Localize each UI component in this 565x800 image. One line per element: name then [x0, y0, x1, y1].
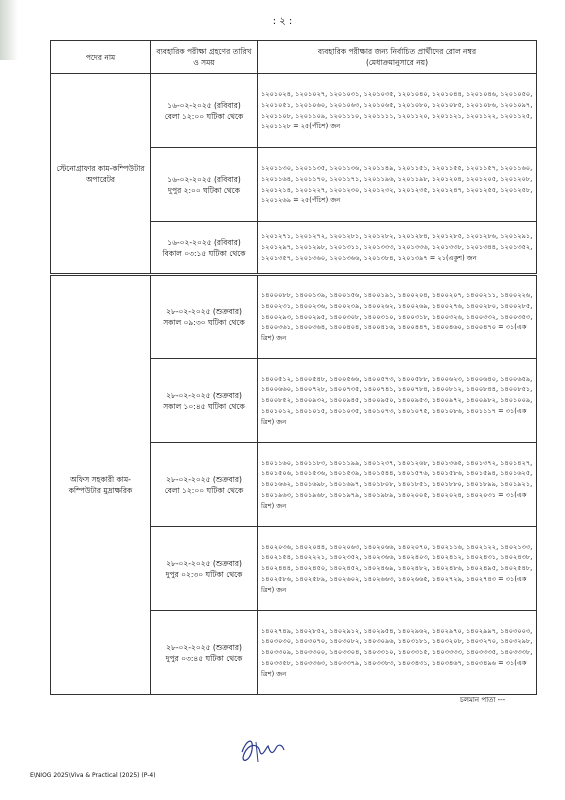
- datetime-cell: [151, 148, 258, 222]
- exam-date: ২৮-০২-২০২৫ (শুক্রবার): [166, 558, 242, 568]
- datetime-cell: [151, 222, 258, 275]
- exam-time: সকাল ০৯:৩০ ঘটিকা থেকে: [163, 318, 245, 327]
- exam-time: দুপুর ০৩:৪৫ ঘটিকা থেকে: [165, 653, 243, 663]
- roll-numbers: ১৪০০০৮৮, ১৪০০১৩৯, ১৪০০১৫৬, ১৪০০১৯১, ১৪০০২০৪, ১৪০০২০৭, ১৪০০২১১, ১৪০০২২৬, ১৪০০২৩১, ১৪০০২৩৬, ১৪০০২৩৯, ১৪০০২৬২, ১৪০০২৬৯, ১৪০০২৭৬, ১৪০০২৮০, ১৪০০২৮৫, ১৪০০২৯৩, ১৪০০২৯৫, ১৪০০৩০৮, ১৪০০৩১০, ১৪০০৩১৮, ১৪০০৩২৬, ১৪০০৩৩২, ১৪০০৩৫৩, ১৪০০৩৬১, ১৪০০৩৬৪, ১৪০০৪০৪, ১৪০০৪১৬, ১৪০০৪৪৭, ১৪০০৪৬০, ১৪০০৪৭০ = ৩১(একত্রিশ) জন: [258, 275, 537, 359]
- table-row: [51, 74, 537, 148]
- exam-time: বেলা ১২:০০ ঘটিকা থেকে: [164, 485, 244, 495]
- exam-date: ১৬-০২-২০২৫ (রবিবার): [167, 174, 241, 184]
- roll-numbers: ১৪০২০৩৬, ১৪০২০৪৪, ১৪০২০৬৩, ১৪০২০৬৬, ১৪০২০৭০, ১৪০২১১৬, ১৪০২১২২, ১৪০২১৩৩, ১৪০২১৫৪, ১৪০২২২১, ১৪০২৩৫২, ১৪০২৩৬৬, ১৪০২৪০৩, ১৪০২৪১২, ১৪০২৪৩১, ১৪০২৪৩৮, ১৪০২৪৪৪, ১৪০২৪৫০, ১৪০২৪৫২, ১৪০২৪৬৯, ১৪০২৪৮২, ১৪০২৪৮৬, ১৪০২৪৯৫, ১৪০২৫৪৮, ১৪০২৫৮৬, ১৪০২৫৮৯, ১৪০২৬০২, ১৪০২৬৬৩, ১৪০২৬৬৫, ১৪০২৭২৯, ১৪০২৭৪৩ = ৩১(একত্রিশ) জন: [258, 527, 537, 611]
- post-name-office-assistant: অফিস সহকারী কাম-কম্পিউটার মুদ্রাক্ষরিক: [51, 275, 151, 695]
- roll-numbers: ১২০১০২৪, ১২০১০২৭, ১২০১০৩১, ১২০১০৩৫, ১২০১০৪০, ১২০১০৪৪, ১২০১০৪৬, ১২০১০৫০, ১২০১০৫১, ১২০১০৬০, ১২০১০৬৩, ১২০১০৬৫, ১২০১০৮০, ১২০১০৮৫, ১২০১০৮৬, ১২০১০৯৭, ১২০১১০৮, ১২০১১০৯, ১২০১১১০, ১২০১১১১, ১২০১১২০, ১২০১১২১, ১২০১১২২, ১২০১১২৫, ১২০১১২৮ = ২৫(পঁচিশ) জন: [258, 74, 537, 148]
- exam-date: ২৮-০২-২০২৫ (শুক্রবার): [166, 474, 242, 484]
- page-number: : ২ :: [272, 16, 293, 27]
- exam-time: দুপুর ০২:৩০ ঘটিকা থেকে: [165, 569, 243, 579]
- exam-time: বেলা ১২:০০ ঘটিকা থেকে: [164, 111, 244, 121]
- table-row: [51, 275, 537, 359]
- exam-time: বিকাল ০৩:১৫ ঘটিকা থেকে: [162, 248, 246, 258]
- signature: [234, 722, 294, 772]
- exam-date: ২৮-০২-২০২৫ (শুক্রবার): [166, 307, 242, 316]
- datetime-cell: [151, 74, 258, 148]
- datetime-cell: [151, 443, 258, 527]
- header-post: পদের নাম: [51, 41, 151, 74]
- header-rolls-subtitle: (মেধাক্রমানুসারে নয়): [365, 58, 429, 67]
- roll-table: [50, 40, 537, 695]
- datetime-cell: [151, 527, 258, 611]
- datetime-cell: [151, 611, 258, 695]
- roll-numbers: ১২০১২৭১, ১২০১২৭২, ১২০১২৮১, ১২০১২৮২, ১২০১২৮৪, ১২০১২৮৫, ১২০১২৮৬, ১২০১২৯১, ১২০১২৯৭, ১২০১২৯৮, ১২০১৩১১, ১২০১৩৩৩, ১২০১৩৩৬, ১২০১৩৩৮, ১২০১৩৪৪, ১২০১৩৫২, ১২০১৩৫৭, ১২০১৩৬০, ১২০১৩৬৬, ১২০১৩৮৪, ১২০১৩৯৭ = ২১(একুশ) জন: [258, 222, 537, 275]
- table-header-row: [51, 41, 537, 74]
- exam-date: ১৬-০২-২০২৫ (রবিবার): [167, 100, 241, 110]
- exam-date: ২৮-০২-২০২৫ (শুক্রবার): [166, 390, 242, 400]
- roll-numbers: ১৪০১১৬০, ১৪০১১৮৩, ১৪০১১৯৯, ১৪০১২৩৭, ১৪০১২৬৮, ১৪০১৩৬৫, ১৪০১৩৭২, ১৪০১৪২৭, ১৪০১৫০৬, ১৪০১৫৩৬, ১৪০১৫৩৯, ১৪০১৫৪৪, ১৪০১৫৭৬, ১৪০১৫৮৬, ১৪০১৫৯৪, ১৪০১৬২৫, ১৪০১৬৬২, ১৪০১৬৯৮, ১৪০১৬৯৭, ১৪০১৮০৮, ১৪০১৮৫১, ১৪০১৮৮০, ১৪০১৮৯৯, ১৪০১৯২১, ১৪০১৯৬৩, ১৪০১৯৬৮, ১৪০১৯৭৯, ১৪০১৯৮৯, ১৪০২০০৫, ১৪০২০২৪, ১৪০২০৩১ = ৩১(একত্রিশ) জন: [258, 443, 537, 527]
- continued-note: চলমান পাতা ---: [460, 696, 506, 704]
- header-rolls: [258, 41, 537, 74]
- datetime-cell: [151, 359, 258, 443]
- roll-numbers: ১২০১১৩০, ১২০১১৩৫, ১২০১১৩৬, ১২০১১৪৯, ১২০১১৫১, ১২০১১৫৫, ১২০১১৫৭, ১২০১১৬০, ১২০১১৬৪, ১২০১১৭০, ১২০১১৭১, ১২০১১৯৬, ১২০১১৯৮, ১২০১২০৪, ১২০১২০৫, ১২০১২০৮, ১২০১২১৪, ১২০১২২৭, ১২০১২৩০, ১২০১২৩২, ১২০১২৩৫, ১২০১২৪৭, ১২০১২৫৫, ১২০১২৫৮, ১২০১২৬৯ = ২৫(পঁচিশ) জন: [258, 148, 537, 222]
- roll-numbers: ১৪০০৫১২, ১৪০০৫৪৮, ১৪০০৫৬৬, ১৪০০৫৭৩, ১৪০০৫৮৮, ১৪০০৬২৩, ১৪০০৬৪০, ১৪০০৬৫৯, ১৪০০৬৬০, ১৪০০৭২৮, ১৪০০৭৩৫, ১৪০০৭৪১, ১৪০০৭৮৪, ১৪০০৮১২, ১৪০০৮৪৪, ১৪০০৮৫১, ১৪০০৮৫২, ১৪০০৯৩২, ১৪০০৯৪৫, ১৪০০৯৫০, ১৪০০৯৫৩, ১৪০০৯৭২, ১৪০০৯৮২, ১৪০১০০৯, ১৪০১০১২, ১৪০১০১৫, ১৪০১০৩৫, ১৪০১০৭৩, ১৪০১০৭৫, ১৪০১০৮৬, ১৪০১১১৭ = ৩১(একত্রিশ) জন: [258, 359, 537, 443]
- exam-time: দুপুর ২:০০ ঘটিকা থেকে: [168, 185, 240, 195]
- header-rolls-title: ব্যবহারিক পরীক্ষার জন্য নির্বাচিত প্রার্থীদের রোল নম্বর: [317, 47, 477, 56]
- exam-date: ১৬-০২-২০২৫ (রবিবার): [167, 237, 241, 247]
- roll-numbers: ১৪০২৭৪৯, ১৪০২৮৫২, ১৪০২৯১২, ১৪০২৯৫৪, ১৪০২৯৬২, ১৪০২৯৭০, ১৪০২৯৯৭, ১৪০৩০০৩, ১৪০৩০৩০, ১৪০৩০৭০, ১৪০৩০৮২, ১৪০৩০৯৬, ১৪০৩১৮১, ১৪০৩২০৮, ১৪০৩২৭০, ১৪০৩২৯৮, ১৪০৩৩০৯, ১৪০৩৩০০, ১৪০৩৩০৪, ১৪০৩৩১০, ১৪০৩৩১৫, ১৪০৩৩৩৩, ১৪০৩৩৩৫, ১৪০৩৩৩৮, ১৪০৩৩৫৮, ১৪০৩৩৬৩, ১৪০৩৩৭৯, ১৪০৩৩৮৩, ১৪০৩৪৩১, ১৪০৩৪৬৭, ১৪০৩৪৯৬ = ৩১(একত্রিশ) জন: [258, 611, 537, 695]
- header-datetime: ব্যবহারিক পরীক্ষা গ্রহণের তারিখ ও সময়: [151, 41, 258, 74]
- footer-path: E\NIOG 2025\Viva & Practical (2025) (P-4): [30, 772, 156, 779]
- exam-time: সকাল ১০:৪৫ ঘটিকা থেকে: [163, 401, 245, 411]
- exam-date: ২৮-০২-২০২৫ (শুক্রবার): [166, 642, 242, 652]
- post-name-stenographer: স্টেনোগ্রাফার কাম-কম্পিউটার অপারেটর: [51, 74, 151, 275]
- datetime-cell: [151, 275, 258, 359]
